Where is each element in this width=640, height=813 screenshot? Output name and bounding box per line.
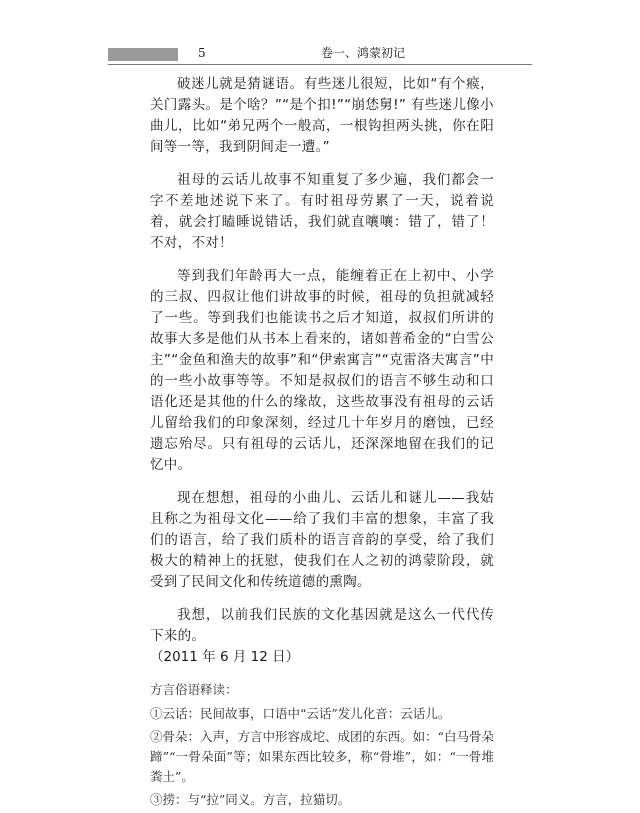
note-item: ①云话：民间故事，口语中“云话”发儿化音：云话儿。 bbox=[150, 706, 451, 721]
paragraph-grandmother-culture: 现在想想，祖母的小曲儿、云话儿和谜儿——我姑且称之为祖母文化——给了我们丰富的想象，丰富了我们的语言，给了我们质朴的语言音韵的享受，给了我们极大的精神上的抚慰，使我们在人之初的鸿蒙阶段，就受到了民间文化和传统道德的熏陶。 bbox=[150, 490, 494, 590]
page-number: 5 bbox=[198, 46, 206, 60]
paragraph-riddles: 破迷儿就是猜谜语。有些迷儿很短，比如“有个瘊，关门露头。是个啥？”“是个扣!”“崩恷舅!” 有些迷儿像小曲儿，比如“弟兄两个一般高，一根钩担两头挑，你在阳间等一等，我到阴间走一遭。” bbox=[150, 76, 494, 155]
paragraph-uncles-stories: 等到我们年龄再大一点，能缠着正在上初中、小学的三叔、四叔让他们讲故事的时候，祖母的负担就减轻了一些。等到我们也能读书之后才知道，叔叔们所讲的故事大多是他们从书本上看来的，诸如普希金的“白雪公主”“金鱼和渔夫的故事”和“伊索寓言”“克雷洛夫寓言”中的一些小故事等等。不知是叔叔们的语言不够生动和口语化还是其他的什么的缘故，这些故事没有祖母的云话儿留给我们的印象深刻，经过几十年岁月的磨蚀，已经遗忘殆尽。只有祖母的云话儿，还深深地留在我们的记忆中。 bbox=[150, 268, 494, 473]
page-content bbox=[150, 74, 494, 813]
header-rule bbox=[108, 64, 532, 65]
header-decoration-bar bbox=[108, 48, 178, 61]
paragraph-stories-repeated: 祖母的云话儿故事不知重复了多少遍，我们都会一字不差地述说下来了。有时祖母劳累了一天，说着说着，就会打瞌睡说错话，我们就直嚷嚷：错了，错了！不对，不对！ bbox=[150, 172, 494, 251]
dialect-notes bbox=[150, 680, 494, 810]
page-header bbox=[0, 0, 640, 68]
paragraph-conclusion: 我想，以前我们民族的文化基因就是这么一代代传下来的。 bbox=[150, 607, 494, 644]
note-item: ②骨朵：入声，方言中形容成坨、成团的东西。如：“白马骨朵蹄”“一骨朵面”等；如果东西比较多，称“骨堆”，如：“一骨堆粪土”。 bbox=[150, 729, 494, 784]
chapter-title: 卷一、鸿蒙初记 bbox=[321, 46, 406, 60]
notes-title: 方言俗语释读： bbox=[150, 682, 238, 697]
date-line: （2011 年 6 月 12 日） bbox=[150, 649, 300, 665]
note-item: ③捞：与“拉”同义。方言，拉猫切。 bbox=[150, 792, 351, 807]
